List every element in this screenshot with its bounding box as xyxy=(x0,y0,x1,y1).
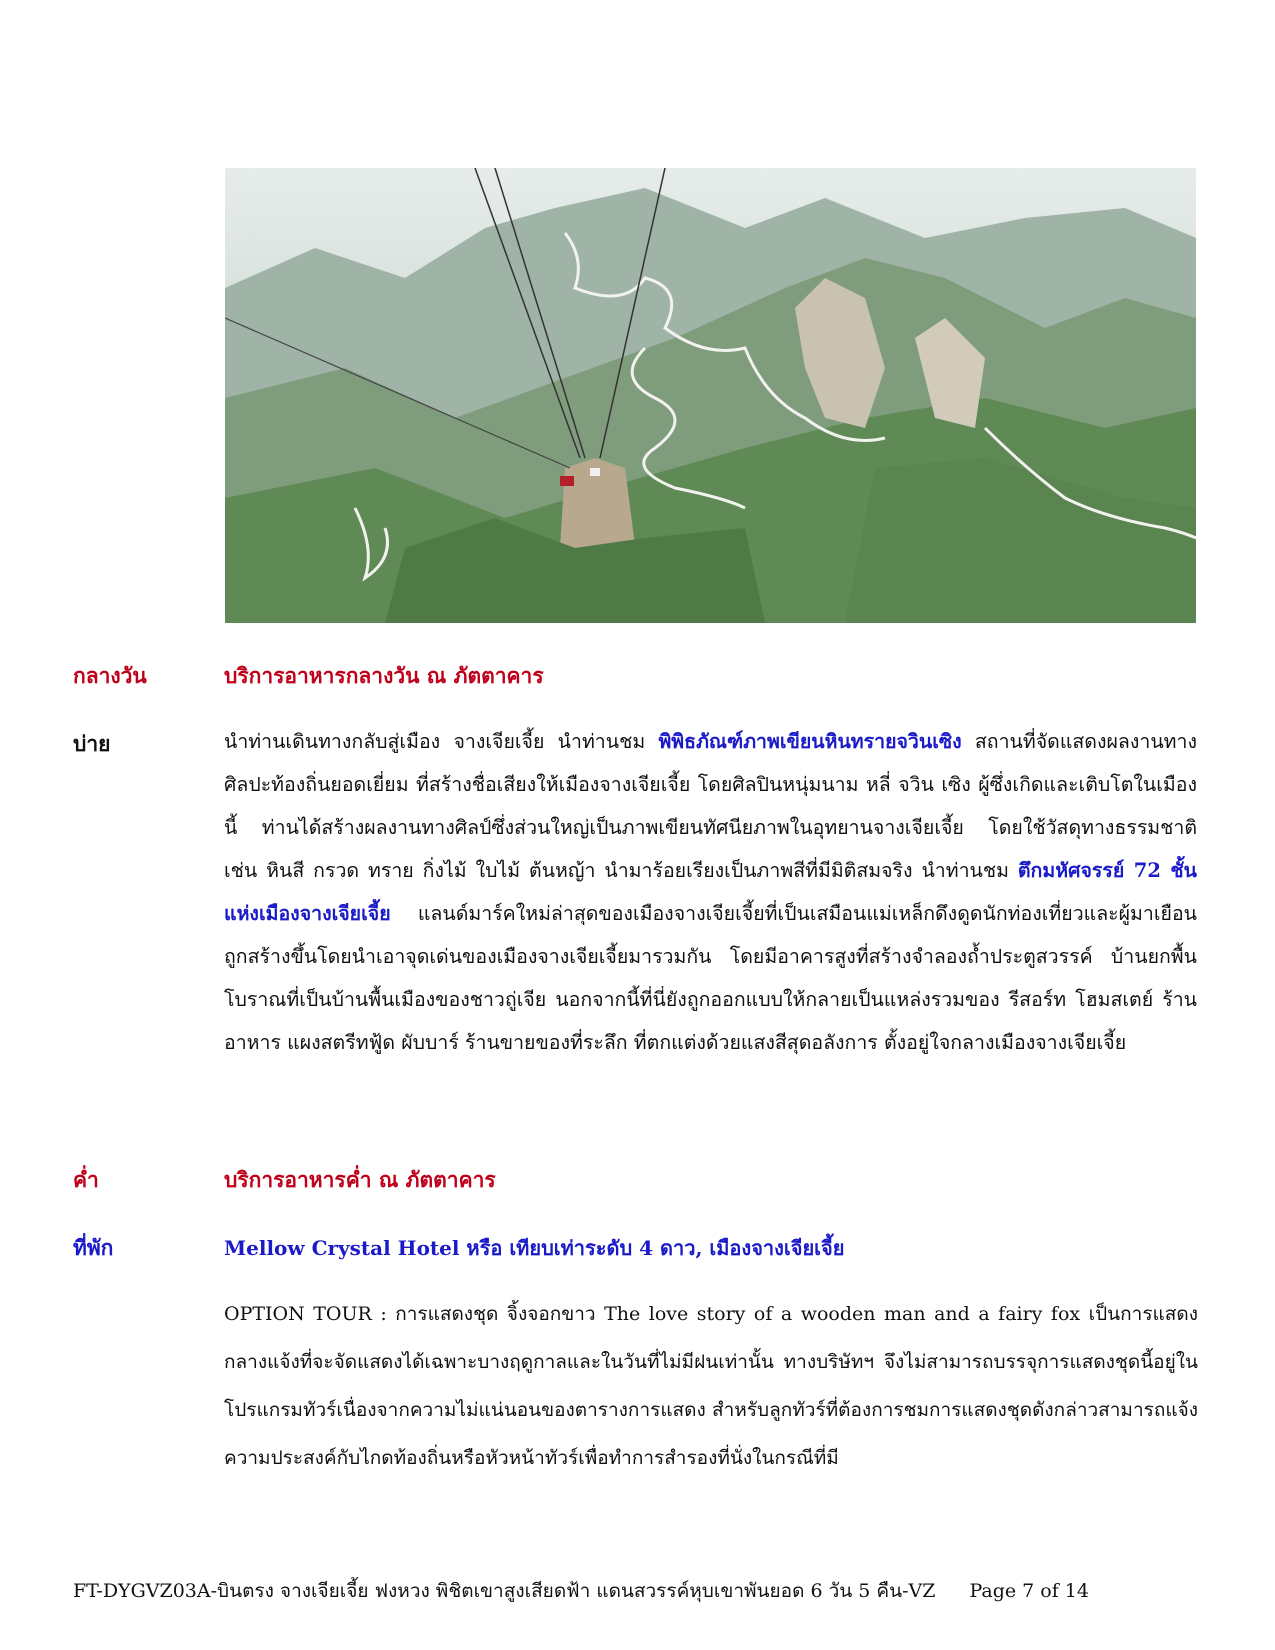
lunch-label: กลางวัน xyxy=(73,663,147,688)
afternoon-text-2: สถานที่จัดแสดงผลงานทางศิลปะท้องถิ่นยอดเยี่ยม ที่สร้างชื่อเสียงให้เมืองจางเจียเจี้ย โดยศิลปินหนุ่มนาม หลี่ จวิน เซิง ผู้ซึ่งเกิดและเติบโตในเมืองนี้ ท่านได้สร้างผลงานทางศิลป์ซึ่งส่วนใหญ่เป็นภาพเขียนทัศนียภาพในอุทยานจางเจียเจี้ย โดยใช้วัสดุทางธรรมชาติ เช่น หินสี กรวด ทราย กิ่งไม้ ใบไม้ ต้นหญ้า นำมาร้อยเรียงเป็นภาพสีที่มีมิติสมจริง นำท่านชม xyxy=(224,730,1197,882)
museum-link-text: พิพิธภัณฑ์ภาพเขียนหินทรายจวินเซิง xyxy=(658,730,962,753)
option-tour-text: OPTION TOUR : การแสดงชุด จิ้งจอกขาว The love story of a wooden man and a fairy fox เป็นการแสดงกลางแจ้งที่จะจัดแสดงได้เฉพาะบางฤดูกาลและในวันที่ไม่มีฝนเท่านั้น ทางบริษัทฯ จึงไม่สามารถบรรจุการแสดงชุดนี้อยู่ใน โปรแกรมทัวร์เนื่องจากความไม่แน่นอนของตารางการแสดง สำหรับลูกทัวร์ที่ต้องการชมการแสดงชุดดังกล่าวสามารถแจ้งความประสงค์กับไกดท้องถิ่นหรือหัวหน้าทัวร์เพื่อทำการสำรองที่นั่งในกรณีที่มี xyxy=(224,1303,1198,1469)
dinner-text: บริการอาหารค่ำ ณ ภัตตาคาร xyxy=(224,1167,496,1192)
cable-car-photo xyxy=(225,168,1196,623)
dinner-label: ค่ำ xyxy=(73,1167,99,1192)
building-link-text: ตึกมหัศจรรย์ 72 ชั้นแห่งเมืองจางเจียเจี้ย xyxy=(224,859,1197,925)
hotel-text: Mellow Crystal Hotel หรือ เทียบเท่าระดับ 4 ดาว, เมืองจางเจียเจี้ย xyxy=(224,1236,845,1260)
page-footer xyxy=(73,1576,1198,1606)
afternoon-paragraph xyxy=(224,720,1197,1064)
lunch-text: บริการอาหารกลางวัน ณ ภัตตาคาร xyxy=(224,663,544,688)
tour-code: FT-DYGVZ03A-บินตรง จางเจียเจี้ย ฟงหวง พิชิตเขาสูงเสียดฟ้า แดนสวรรค์หุบเขาพันยอด 6 วัน 5 คืน-VZ xyxy=(73,1580,936,1602)
page-number: Page 7 of 14 xyxy=(969,1580,1089,1602)
afternoon-label: บ่าย xyxy=(73,731,111,756)
afternoon-text-1: นำท่านเดินทางกลับสู่เมือง จางเจียเจี้ย นำท่านชม xyxy=(224,730,659,753)
hotel-label: ที่พัก xyxy=(73,1235,114,1260)
mountain-landscape-image xyxy=(225,168,1196,623)
afternoon-text-3: แลนด์มาร์คใหม่ล่าสุดของเมืองจางเจียเจี้ยที่เป็นเสมือนแม่เหล็กดึงดูดนักท่องเที่ยวและผู้มาเยือน ถูกสร้างขึ้นโดยนำเอาจุดเด่นของเมืองจางเจียเจี้ยมารวมกัน โดยมีอาคารสูงที่สร้างจำลองถ้ำประตูสวรรค์ บ้านยกพื้นโบราณที่เป็นบ้านพื้นเมืองของชาวถู่เจีย นอกจากนี้ที่นี่ยังถูกออกแบบให้กลายเป็นแหล่งรวมของ รีสอร์ท โฮมสเตย์ ร้านอาหาร แผงสตรีทฟู้ด ผับบาร์ ร้านขายของที่ระลึก ที่ตกแต่งด้วยแสงสีสุดอลังการ ตั้งอยู่ใจกลางเมืองจางเจียเจี้ย xyxy=(224,902,1197,1054)
